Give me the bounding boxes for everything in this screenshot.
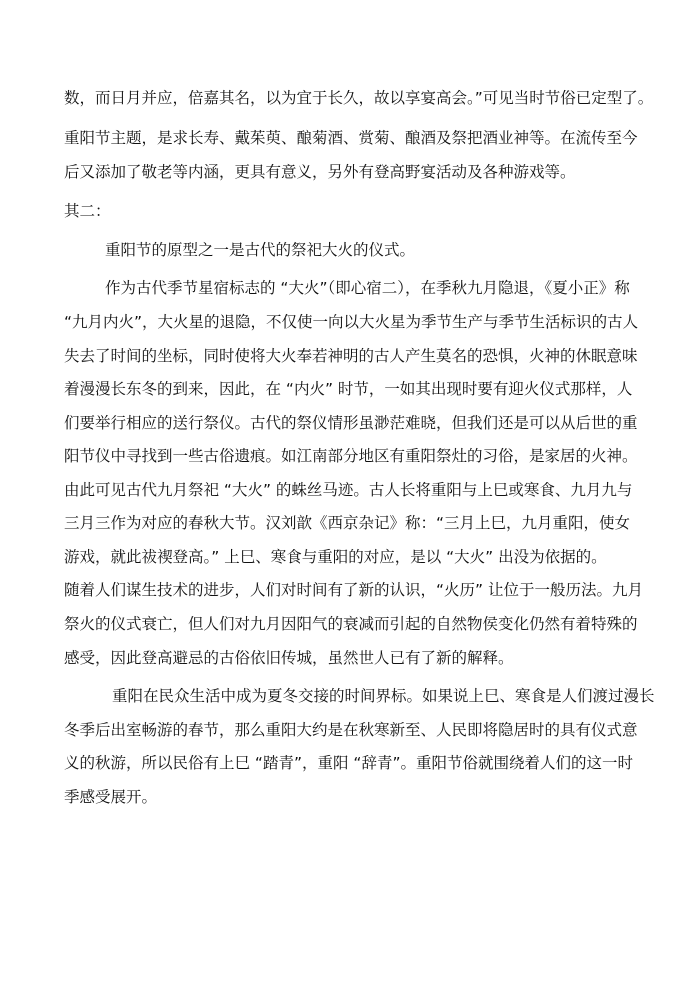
paragraph-line-1: 数，而日月并应，倍嘉其名，以为宜于长久，故以享宴高会。”可见当时节俗已定型了。 [64,89,654,107]
section-label: 其二： [64,202,111,220]
paragraph-line-7: “九月内火”，大火星的退隐，不仅使一向以大火星为季节生产与季节生活标识的古人 [64,313,639,331]
paragraph-line-14: 游戏，就此祓禊登高。” 上巳、寒食与重阳的对应，是以 “大火” 出没为依据的。 [64,548,607,566]
paragraph-line-16: 祭火的仪式衰亡，但人们对九月因阳气的衰减而引起的自然物侯变化仍然有着特殊的 [64,615,638,633]
paragraph-line-6: 作为古代季节星宿标志的 “大火”（即心宿二），在季秋九月隐退，《夏小正》称 [105,279,630,297]
paragraph-line-5: 重阳节的原型之一是古代的祭祀大火的仪式。 [105,241,416,259]
paragraph-line-15: 随着人们谋生技术的进步，人们对时间有了新的认识，“火历” 让位于一般历法。九月 [64,581,643,599]
paragraph-line-12: 由此可见古代九月祭祀 “大火” 的蛛丝马迹。古人长将重阳与上巳或寒食、九月九与 [64,481,633,499]
paragraph-line-13: 三月三作为对应的春秋大节。汉刘歆《西京杂记》称：“三月上巳，九月重阳，使女 [64,514,631,532]
paragraph-line-10: 们要举行相应的送行祭仪。古代的祭仪情形虽渺茫难晓，但我们还是可以从后世的重 [64,414,638,432]
paragraph-line-18: 重阳在民众生活中成为夏冬交接的时间界标。如果说上巳、寒食是人们渡过漫长 [112,687,655,705]
paragraph-line-19: 冬季后出室畅游的春节，那么重阳大约是在秋寒新至、人民即将隐居时的具有仪式意 [64,721,638,739]
paragraph-line-11: 阳节仪中寻找到一些古俗遗痕。如江南部分地区有重阳祭灶的习俗，是家居的火神。 [64,447,638,465]
paragraph-line-8: 失去了时间的坐标，同时使将大火奉若神明的古人产生莫名的恐惧，火神的休眠意味 [64,347,638,365]
paragraph-line-2: 重阳节主题，是求长寿、戴茱萸、酿菊酒、赏菊、酿酒及祭把酒业神等。在流传至今 [64,129,638,147]
paragraph-line-17: 感受，因此登高避忌的古俗依旧传城，虽然世人已有了新的解释。 [64,649,514,667]
paragraph-line-20: 义的秋游，所以民俗有上巳 “踏青”，重阳 “辞青”。重阳节俗就围绕着人们的这一时 [64,754,633,772]
paragraph-line-9: 着漫漫长东冬的到来，因此，在 “内火” 时节，一如其出现时要有迎火仪式那样，人 [64,380,633,398]
paragraph-line-3: 后又添加了敬老等内涵，更具有意义，另外有登高野宴活动及各种游戏等。 [64,163,576,181]
paragraph-line-21: 季感受展开。 [64,788,158,806]
